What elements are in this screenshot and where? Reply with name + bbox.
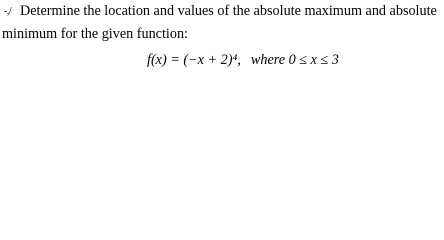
instruction-line-1: Determine the location and values of the absolute maximum and absolute bbox=[20, 3, 437, 19]
instruction-line-2: minimum for the given function: bbox=[2, 26, 188, 42]
problem-statement bbox=[0, 0, 444, 77]
function-definition bbox=[147, 51, 339, 69]
function-expression: f(x) = (−x + 2)⁴, bbox=[147, 52, 241, 68]
function-domain: where 0 ≤ x ≤ 3 bbox=[250, 52, 339, 68]
list-marker: -,/ bbox=[4, 6, 12, 17]
